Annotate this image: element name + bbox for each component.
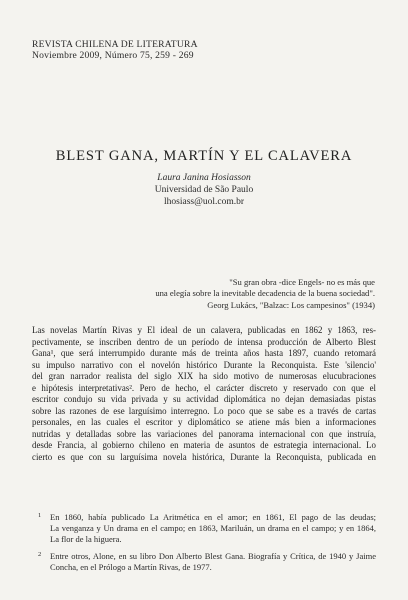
body-line: su impulso narrativo con el novelón histórico Durante la Reconquista. Este 'silencio' (32, 359, 376, 370)
author-email: lhosiass@uol.com.br (164, 197, 244, 207)
epigraph-source: Georg Lukács, "Balzac: Los campesinos" (1934) (207, 299, 375, 310)
footnote-line: La flor de la higuera. (50, 534, 122, 545)
footnote-line: Concha, en el Prólogo a Martín Rivas, de 1977. (50, 561, 212, 572)
body-line: del gran narrador realista del siglo XIX ha sido motivo de numerosas elucubraciones (32, 371, 376, 382)
body-paragraph (32, 325, 376, 464)
body-line: personales, en las cuales el escritor y diplomático se atiene más bien a informaciones (32, 417, 376, 428)
footnote-line: Entre otros, Alone, en su libro Don Alberto Blest Gana. Biografía y Crítica, de 1940 y Jaime (50, 550, 376, 561)
author-name: Laura Janina Hosiasson (157, 173, 251, 183)
footnote-number: 1 (38, 512, 42, 519)
author-block (0, 172, 408, 208)
body-line: nutridas y detalladas sobre las variaciones del panorama internacional con que instruía, (32, 428, 376, 439)
footnote (32, 551, 376, 573)
author-affiliation: Universidad de São Paulo (154, 185, 254, 195)
journal-name: REVISTA CHILENA DE LITERATURA (32, 39, 198, 50)
epigraph-line: una elegía sobre la inevitable decadencia de la buena sociedad". (155, 288, 375, 299)
body-line: pectivamente, se inscriben dentro de un período de intensa producción de Alberto Blest (32, 336, 376, 347)
body-line: desde Francia, al gobierno chileno en materia de asuntos de estrategia internacional. Lo (32, 440, 376, 451)
footnote-line: En 1860, había publicado La Aritmética en el amor; en 1861, El pago de las deudas; (50, 512, 376, 522)
body-line: Gana¹, que será interrumpido durante más de treinta años hasta 1897, cuando retomará (32, 348, 376, 359)
epigraph-line: "Su gran obra -dice Engels- no es más que (229, 277, 375, 287)
journal-header (32, 39, 198, 61)
body-line: Las novelas Martín Rivas y El ideal de un calavera, publicadas en 1862 y 1863, res- (32, 325, 376, 335)
body-line: cierto es que con su larguísima novela histórica, Durante la Reconquista, publicada en (32, 452, 376, 463)
footnote-line: La venganza y Un drama en el campo; en 1863, Mariluán, un drama en el campo; y en 1864, (50, 523, 376, 534)
article-title: BLEST GANA, MARTÍN Y EL CALAVERA (55, 148, 353, 164)
footnote (32, 512, 376, 546)
body-line: e hipótesis interpretativas². Pero de hecho, el carácter discreto y reservado con que el (32, 382, 376, 393)
journal-issue: Noviembre 2009, Número 75, 259 - 269 (32, 50, 194, 61)
epigraph (135, 277, 375, 311)
body-line: sobre las razones de ese larguísimo interregno. Lo poco que se sabe es a través de cartas (32, 405, 376, 416)
footnote-number: 2 (38, 550, 42, 558)
body-line: escritor condujo su vida privada y su actividad diplomática no dejan demasiadas pistas (32, 394, 376, 405)
footnotes (32, 512, 376, 578)
